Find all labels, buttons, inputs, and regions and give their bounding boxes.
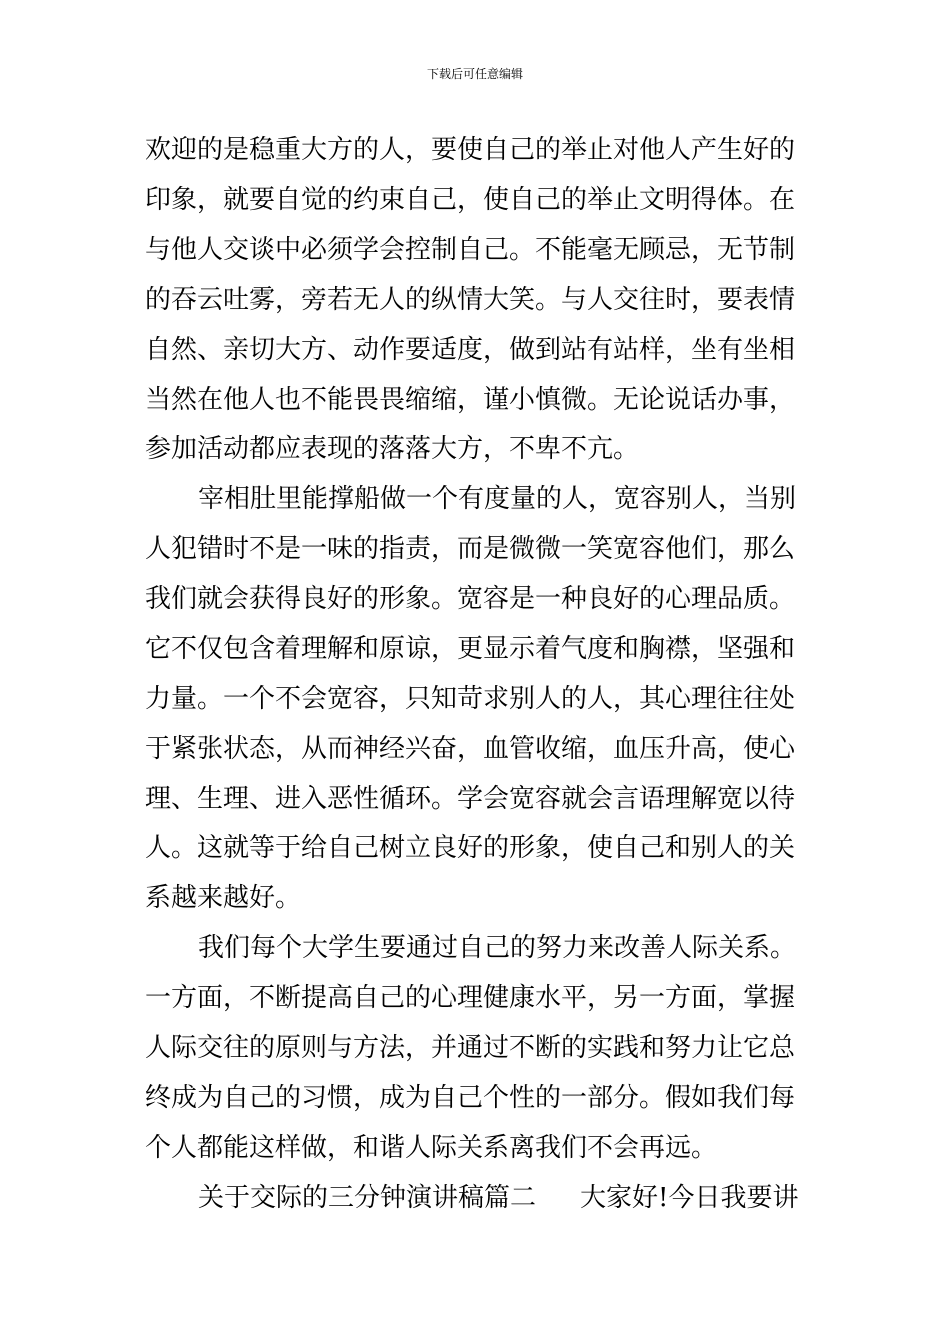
text-line: 一方面，不断提高自己的心理健康水平，另一方面，掌握 xyxy=(145,983,796,1013)
text-line: 人际交往的原则与方法，并通过不断的实践和努力让它总 xyxy=(145,1033,796,1063)
text-line: 与他人交谈中必须学会控制自己。不能毫无顾忌，无节制 xyxy=(145,235,796,265)
text-line: 人犯错时不是一味的指责，而是微微一笑宽容他们，那么 xyxy=(145,534,796,564)
text-line: 当然在他人也不能畏畏缩缩，谨小慎微。无论说话办事， xyxy=(145,385,796,415)
text-line: 我们就会获得良好的形象。宽容是一种良好的心理品质。 xyxy=(145,584,796,614)
section-title: 关于交际的三分钟演讲稿篇二 xyxy=(198,1183,537,1213)
text-line: 系越来越好。 xyxy=(145,883,302,913)
text-line: 人。这就等于给自己树立良好的形象，使自己和别人的关 xyxy=(145,833,796,863)
section-title-line xyxy=(198,1181,798,1215)
text-line: 力量。一个不会宽容，只知苛求别人的人，其心理往往处 xyxy=(145,684,796,714)
text-line: 欢迎的是稳重大方的人，要使自己的举止对他人产生好的 xyxy=(145,135,796,165)
paragraph-first-line: 宰相肚里能撑船做一个有度量的人，宽容别人，当别 xyxy=(198,484,797,514)
text-line: 自然、亲切大方、动作要适度，做到站有站样，坐有坐相 xyxy=(145,335,796,365)
page-header-note: 下载后可任意编辑 xyxy=(426,67,523,81)
text-line: 印象，就要自觉的约束自己，使自己的举止文明得体。在 xyxy=(145,185,796,215)
text-line: 终成为自己的习惯，成为自己个性的一部分。假如我们每 xyxy=(145,1083,796,1113)
text-line: 于紧张状态，从而神经兴奋，血管收缩，血压升高，使心 xyxy=(145,734,796,764)
text-line: 理、生理、进入恶性循环。学会宽容就会言语理解宽以待 xyxy=(145,784,796,814)
text-line: 它不仅包含着理解和原谅，更显示着气度和胸襟，坚强和 xyxy=(145,634,796,664)
section-opening-text: 大家好!今日我要讲 xyxy=(580,1183,799,1213)
text-line: 个人都能这样做，和谐人际关系离我们不会再远。 xyxy=(145,1133,718,1163)
paragraph-first-line: 我们每个大学生要通过自己的努力来改善人际关系。 xyxy=(198,933,797,963)
text-line: 参加活动都应表现的落落大方，不卑不亢。 xyxy=(145,434,640,464)
text-line: 的吞云吐雾，旁若无人的纵情大笑。与人交往时，要表情 xyxy=(145,285,796,315)
